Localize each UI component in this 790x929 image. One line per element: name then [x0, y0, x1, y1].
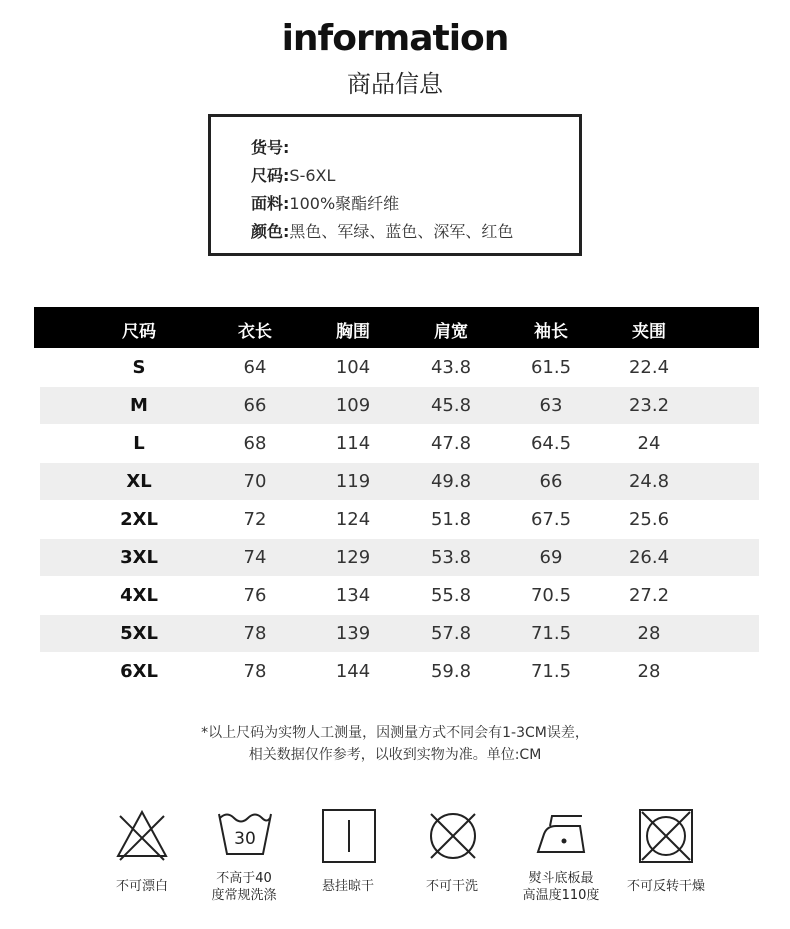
care-label-wash [184, 870, 304, 904]
measure-cell: 70.5 [530, 585, 572, 606]
table-row [40, 501, 759, 538]
info-key: 面料: [251, 194, 290, 213]
measure-cell: 23.2 [628, 395, 670, 416]
table-row [40, 425, 759, 462]
note-line-2: 相关数据仅作参考，以收到实物为准。单位:CM [248, 747, 542, 763]
info-item-fabric [251, 191, 399, 214]
size-cell: 5XL [120, 623, 158, 644]
measure-cell: 129 [335, 547, 371, 568]
hang-dry-icon [321, 808, 377, 864]
measure-cell: 139 [335, 623, 371, 644]
info-value: 100%聚酯纤维 [289, 194, 400, 213]
care-label-hang-dry: 悬挂晾干 [321, 879, 374, 894]
size-cell: 6XL [120, 661, 158, 682]
product-info-box [208, 114, 582, 256]
measure-cell: 53.8 [430, 547, 472, 568]
measure-cell: 76 [243, 585, 267, 606]
info-item-color [251, 219, 513, 242]
measure-cell: 22.4 [628, 357, 670, 378]
header-length: 衣长 [238, 322, 272, 342]
measure-cell: 57.8 [430, 623, 472, 644]
measure-cell: 51.8 [430, 509, 472, 530]
care-label-no-dry-clean: 不可干洗 [425, 879, 478, 894]
care-label-no-tumble-dry: 不可反转干燥 [626, 879, 705, 894]
info-key: 尺码: [251, 166, 290, 185]
header-sleeve: 袖长 [534, 322, 568, 342]
measure-cell: 78 [243, 623, 267, 644]
info-item-number [251, 135, 289, 158]
measure-cell: 28 [637, 661, 661, 682]
table-row [40, 463, 759, 500]
measure-cell: 63 [539, 395, 563, 416]
info-item-size [251, 163, 335, 186]
care-label-wash-line2: 度常规洗涤 [211, 888, 277, 903]
measure-cell: 67.5 [530, 509, 572, 530]
wash-30-icon [217, 808, 273, 864]
table-row [40, 615, 759, 652]
measure-cell: 25.6 [628, 509, 670, 530]
measure-cell: 64.5 [530, 433, 572, 454]
measure-cell: 47.8 [430, 433, 472, 454]
measure-cell: 59.8 [430, 661, 472, 682]
care-label-iron [501, 870, 621, 904]
measure-cell: 71.5 [530, 623, 572, 644]
measure-cell: 66 [243, 395, 267, 416]
measure-cell: 104 [335, 357, 371, 378]
info-key: 颜色: [251, 222, 290, 241]
measure-cell: 144 [335, 661, 371, 682]
measure-cell: 24 [637, 433, 661, 454]
measure-cell: 66 [539, 471, 563, 492]
measure-cell: 43.8 [430, 357, 472, 378]
title-cn: 商品信息 [347, 70, 443, 98]
measure-cell: 71.5 [530, 661, 572, 682]
measure-cell: 26.4 [628, 547, 670, 568]
iron-icon [534, 808, 590, 864]
size-cell: 3XL [120, 547, 158, 568]
no-tumble-dry-icon [638, 808, 694, 864]
no-dry-clean-icon [425, 808, 481, 864]
measure-cell: 119 [335, 471, 371, 492]
size-cell: 4XL [120, 585, 158, 606]
measure-cell: 134 [335, 585, 371, 606]
care-label-no-bleach: 不可漂白 [115, 879, 168, 894]
wash-temp-label: 30 [234, 829, 256, 849]
measure-cell: 55.8 [430, 585, 472, 606]
measure-cell: 114 [335, 433, 371, 454]
measure-cell: 74 [243, 547, 267, 568]
measure-cell: 64 [243, 357, 267, 378]
measure-cell: 49.8 [430, 471, 472, 492]
measure-cell: 27.2 [628, 585, 670, 606]
measure-cell: 28 [637, 623, 661, 644]
measure-cell: 45.8 [430, 395, 472, 416]
info-value: S-6XL [289, 166, 336, 185]
size-cell: 2XL [120, 509, 158, 530]
table-row [40, 653, 759, 690]
care-label-iron-line1: 熨斗底板最 [528, 871, 594, 886]
measure-cell: 69 [539, 547, 563, 568]
header-chest: 胸围 [336, 322, 370, 342]
measure-cell: 68 [243, 433, 267, 454]
table-row [40, 387, 759, 424]
table-row [40, 349, 759, 386]
header-shoulder: 肩宽 [434, 322, 468, 342]
care-label-iron-line2: 高温度110度 [522, 888, 600, 903]
size-cell: XL [126, 471, 152, 492]
measure-cell: 70 [243, 471, 267, 492]
header-armhole: 夹围 [632, 322, 666, 342]
size-table-header [34, 307, 759, 348]
info-key: 货号: [251, 138, 290, 157]
measure-cell: 72 [243, 509, 267, 530]
table-row [40, 577, 759, 614]
care-label-wash-line1: 不高于40 [216, 871, 272, 886]
note-line-1: *以上尺码为实物人工测量，因测量方式不同会有1-3CM误差， [201, 725, 589, 741]
title-en: information [281, 18, 509, 59]
size-cell: M [130, 395, 148, 416]
header-size: 尺码 [122, 322, 156, 342]
measure-cell: 78 [243, 661, 267, 682]
size-cell: L [133, 433, 145, 454]
measure-cell: 109 [335, 395, 371, 416]
no-bleach-icon [114, 808, 170, 864]
measure-cell: 61.5 [530, 357, 572, 378]
table-row [40, 539, 759, 576]
measure-cell: 24.8 [628, 471, 670, 492]
info-value: 黑色、军绿、蓝色、深军、红色 [289, 222, 514, 241]
measure-cell: 124 [335, 509, 371, 530]
size-cell: S [132, 357, 146, 378]
